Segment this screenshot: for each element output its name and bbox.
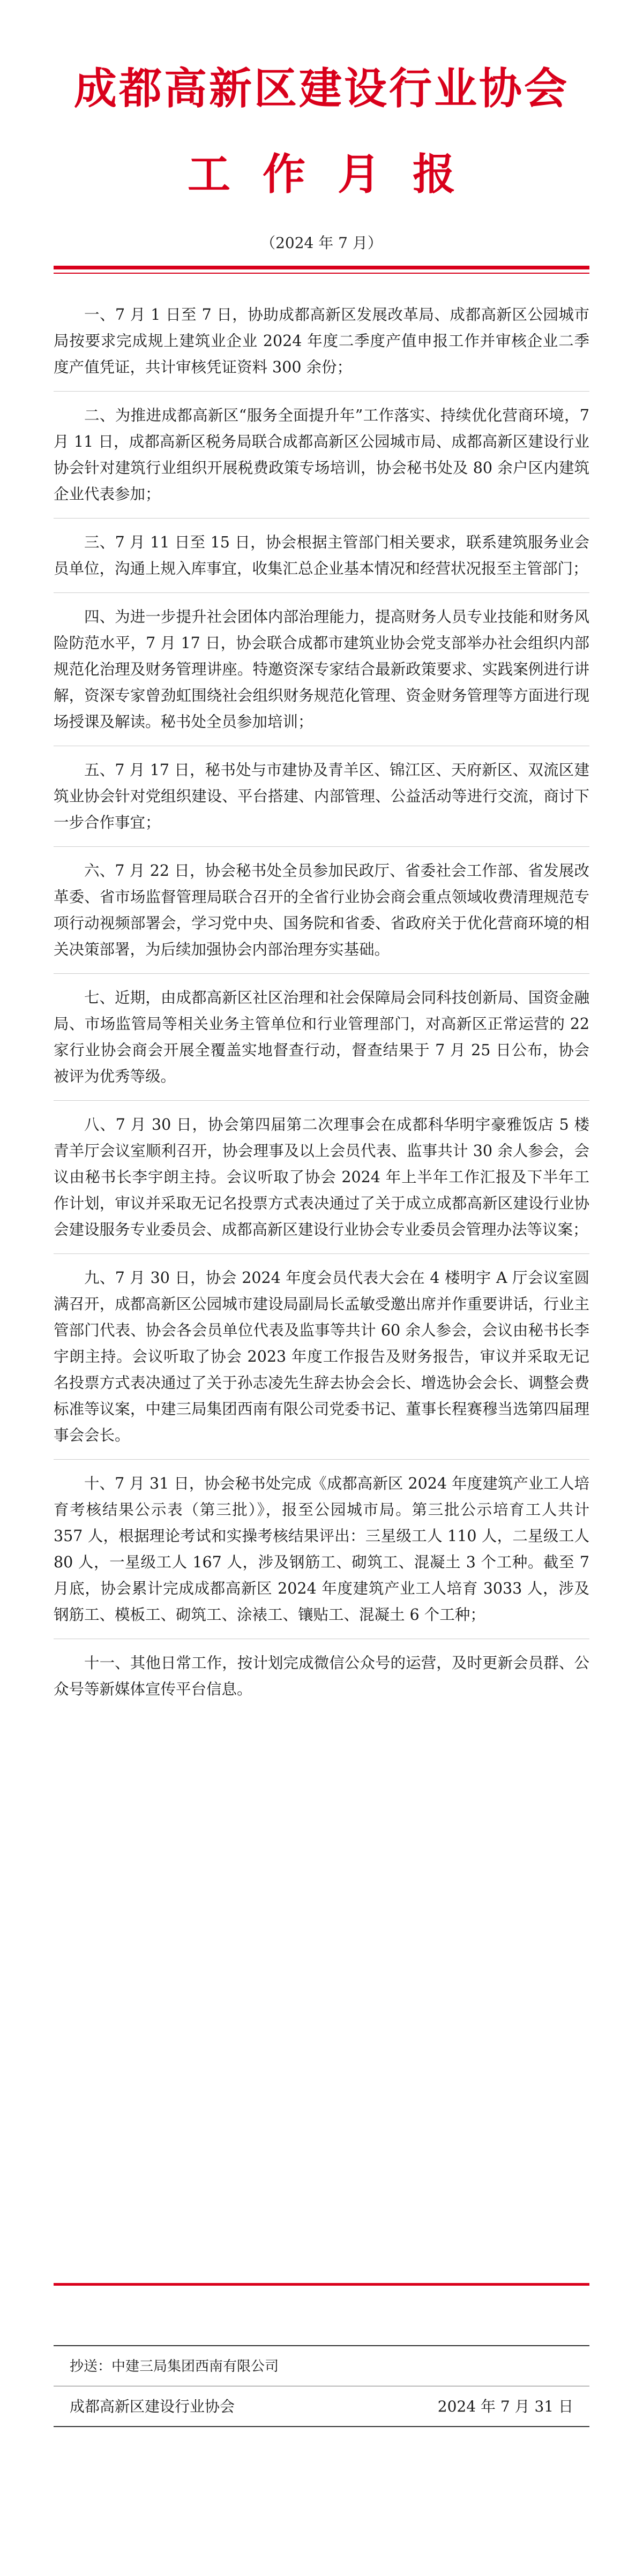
paragraph-8: 八、7 月 30 日，协会第四届第二次理事会在成都科华明宇豪雅饭店 5 楼青羊厅会议室顺利召开，协会理事及以上会员代表、监事共计 30 余人参会，会议由秘书长李宇朗主持。会议听取了协会 2024 年上半年工作汇报及下半年工作计划，审议并采取无记名投票方式表决通过了关于成立成都高新区建设行业协会建设服务专业委员会、成都高新区建设行业协会专业委员会管理办法等议案； — [54, 1116, 589, 1238]
paragraph-10: 十、7 月 31 日，协会秘书处完成《成都高新区 2024 年度建筑产业工人培育考核结果公示表（第三批）》，报至公园城市局。第三批公示培育工人共计 357 人，根据理论考试和实操考核结果评出：三星级工人 110 人，二星级工人 80 人，一星级工人 167 人，涉及钢筋工、砌筑工、混凝土 3 个工种。截至 7 月底，协会累计完成成都高新区 2024 年度建筑产业工人培育 3033 人，涉及钢筋工、模板工、砌筑工、涂裱工、镶贴工、混凝土 6 个工种； — [54, 1475, 589, 1624]
paragraph-divider — [54, 846, 589, 847]
paragraph-divider — [54, 1253, 589, 1254]
header-red-rule — [54, 266, 589, 269]
document-footer — [54, 2345, 589, 2427]
paragraph-7: 七、近期，由成都高新区社区治理和社会保障局会同科技创新局、国资金融局、市场监管局等相关业务主管单位和行业管理部门，对高新区正常运营的 22 家行业协会商会开展全覆盖实地督查行动，督查结果于 7 月 25 日公布，协会被评为优秀等级。 — [54, 989, 589, 1085]
paragraph-11: 十一、其他日常工作，按计划完成微信公众号的运营，及时更新会员群、公众号等新媒体宣传平台信息。 — [54, 1654, 589, 1698]
paragraph-divider — [54, 973, 589, 974]
issuer-name: 成都高新区建设行业协会 — [70, 2398, 235, 2415]
paragraph-6: 六、7 月 22 日，协会秘书处全员参加民政厅、省委社会工作部、省发展改革委、省市场监督管理局联合召开的全省行业协会商会重点领域收费清理规范专项行动视频部署会，学习党中央、国务院和省委、省政府关于优化营商环境的相关决策部署，为后续加强协会内部治理夯实基础。 — [54, 862, 589, 958]
paragraph-divider — [54, 518, 589, 519]
issue-date: 2024 年 7 月 31 日 — [437, 2398, 573, 2415]
paragraph-9: 九、7 月 30 日，协会 2024 年度会员代表大会在 4 楼明宇 A 厅会议室圆满召开，成都高新区公园城市建设局副局长孟敏受邀出席并作重要讲话，行业主管部门代表、协会各会员单位代表及监事等共计 60 余人参会，会议由秘书长李宇朗主持。会议听取了协会 2023 年度工作报告及财务报告，审议并采取无记名投票方式表决通过了关于孙志凌先生辞去协会会长、增选协会会长、调整会费标准等议案，中建三局集团西南有限公司党委书记、董事长程赛穆当选第四届理事会会长。 — [54, 1269, 589, 1444]
paragraph-divider — [54, 1100, 589, 1101]
cc-line: 抄送：中建三局集团西南有限公司 — [70, 2359, 279, 2375]
paragraph-divider — [54, 592, 589, 593]
report-title: 工作月报 — [188, 149, 488, 199]
header-red-rule-thin — [54, 273, 589, 274]
org-title: 成都高新区建设行业协会 — [74, 63, 569, 114]
paragraph-3: 三、7 月 11 日至 15 日，协会根据主管部门相关要求，联系建筑服务业会员单位，沟通上规入库事宜，收集汇总企业基本情况和经营状况报至主管部门； — [54, 534, 589, 577]
paragraph-divider — [54, 391, 589, 392]
paragraph-4: 四、为进一步提升社会团体内部治理能力，提高财务人员专业技能和财务风险防范水平，7 月 17 日，协会联合成都市建筑业协会党支部举办社会组织内部规范化治理及财务管理讲座。特邀资深专家结合最新政策要求、实践案例进行讲解，资深专家曾劲虹围绕社会组织财务规范化管理、资金财务管理等方面进行现场授课及解读。秘书处全员参加培训； — [54, 608, 589, 731]
footer-bottom-line — [54, 2426, 589, 2427]
paragraph-2: 二、为推进成都高新区“服务全面提升年”工作落实、持续优化营商环境，7 月 11 日，成都高新区税务局联合成都高新区公园城市局、成都高新区建设行业协会针对建筑行业组织开展税费政策专场培训，协会秘书处及 80 余户区内建筑企业代表参加； — [54, 407, 589, 503]
paragraph-divider — [54, 1459, 589, 1460]
report-body — [54, 302, 589, 1702]
body-end-red-rule — [54, 2283, 589, 2286]
paragraph-1: 一、7 月 1 日至 7 日，协助成都高新区发展改革局、成都高新区公园城市局按要求完成规上建筑业企业 2024 年度二季度产值申报工作并审核企业二季度产值凭证，共计审核凭证资料 300 余份； — [54, 306, 589, 376]
paragraph-5: 五、7 月 17 日，秘书处与市建协及青羊区、锦江区、天府新区、双流区建筑业协会针对党组织建设、平台搭建、内部管理、公益活动等进行交流，商讨下一步合作事宜； — [54, 761, 589, 831]
footer-issuer-row — [54, 2386, 589, 2426]
report-period: （2024 年 7 月） — [260, 234, 383, 252]
